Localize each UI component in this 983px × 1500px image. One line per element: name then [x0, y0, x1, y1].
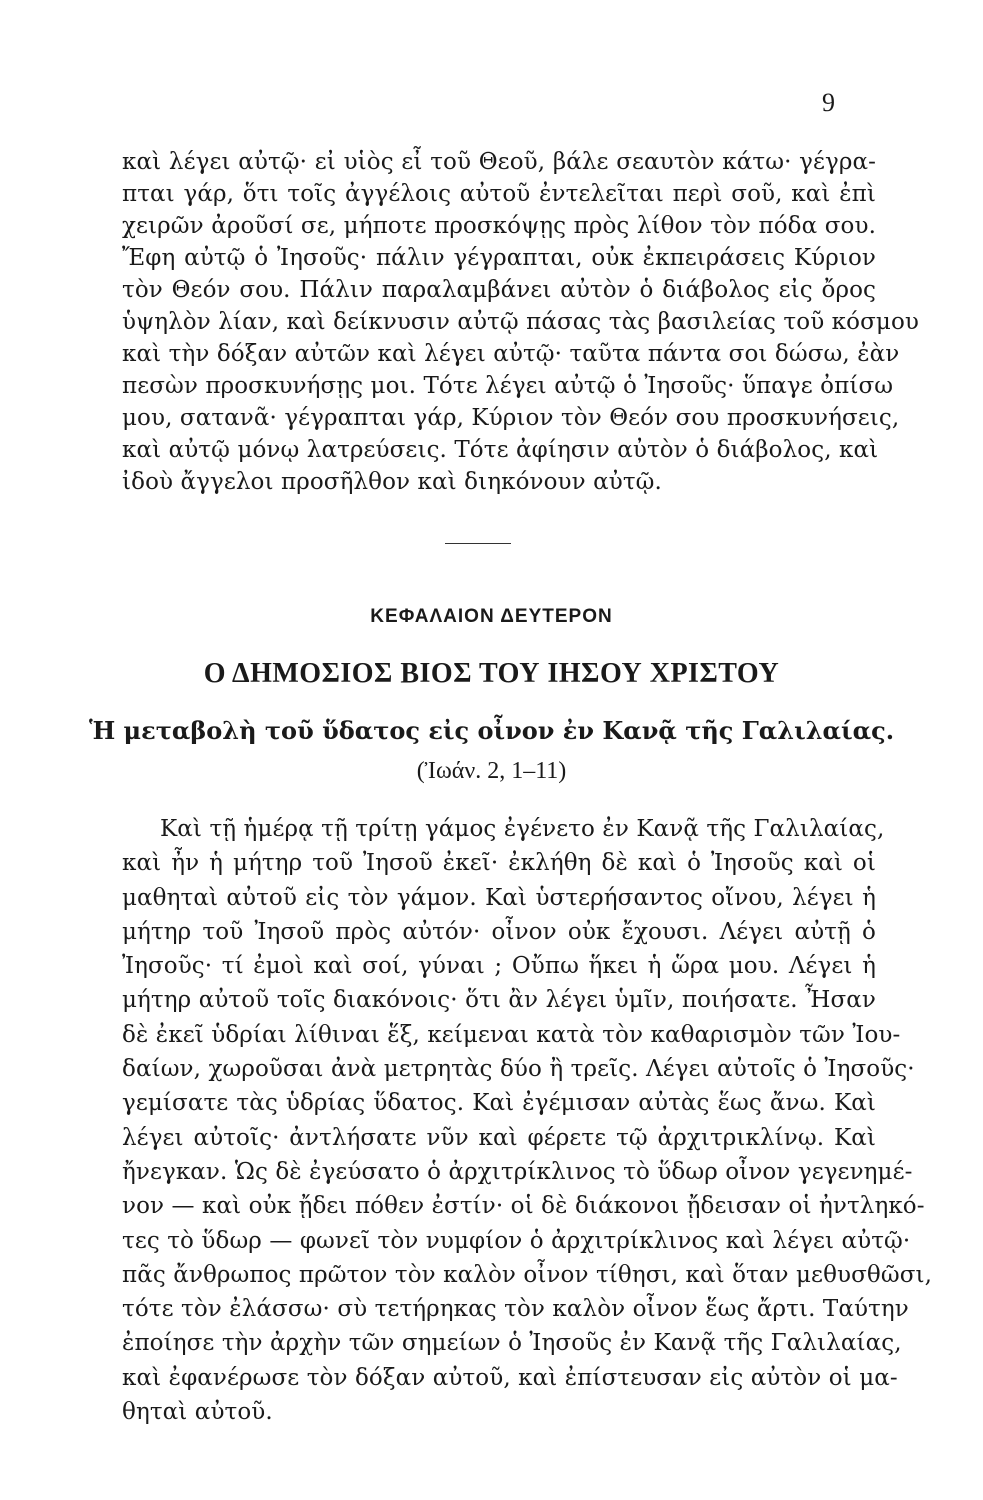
text-line: γεμίσατε τὰς ὑδρίας ὕδατος. Καὶ ἐγέμισαν αὐτὰς ἕως ἄνω. Καὶ — [122, 1090, 876, 1117]
text-line: μήτηρ αὐτοῦ τοῖς διακόνοις· ὅτι ἂν λέγει ὑμῖν, ποιήσατε. Ἦσαν — [122, 987, 876, 1014]
section-reference: (Ἰωάν. 2, 1–11) — [416, 758, 567, 784]
text-line: δὲ ἐκεῖ ὑδρίαι λίθιναι ἕξ, κείμεναι κατὰ τὸν καθαρισμὸν τῶν Ἰου- — [122, 1021, 901, 1048]
text-line: καὶ τὴν δόξαν αὐτῶν καὶ λέγει αὐτῷ· ταῦτα πάντα σοι δώσω, ἐὰν — [122, 341, 900, 367]
text-line: Ἔφη αὐτῷ ὁ Ἰησοῦς· πάλιν γέγραπται, οὐκ ἐκπειράσεις Κύριον — [122, 245, 876, 271]
text-line: πται γάρ, ὅτι τοῖς ἀγγέλοις αὐτοῦ ἐντελεῖται περὶ σοῦ, καὶ ἐπὶ — [122, 181, 876, 207]
section-divider — [445, 543, 511, 544]
text-line: μου, σατανᾶ· γέγραπται γάρ, Κύριον τὸν Θεόν σου προσκυνήσεις, — [122, 405, 900, 431]
text-line: τὸν Θεόν σου. Πάλιν παραλαμβάνει αὐτὸν ὁ διάβολος εἰς ὄρος — [122, 277, 876, 303]
text-line: καὶ αὐτῷ μόνῳ λατρεύσεις. Τότε ἀφίησιν αὐτὸν ὁ διάβολος, καὶ — [122, 437, 879, 463]
text-line: ὑψηλὸν λίαν, καὶ δείκνυσιν αὐτῷ πάσας τὰς βασιλείας τοῦ κόσμου — [122, 309, 919, 335]
section-title: Ἡ μεταβολὴ τοῦ ὕδατος εἰς οἶνον ἐν Κανᾷ τῆς Γαλιλαίας. — [88, 716, 895, 745]
text-line: ἤνεγκαν. Ὡς δὲ ἐγεύσατο ὁ ἀρχιτρίκλινος τὸ ὕδωρ οἶνον γεγενημέ- — [122, 1158, 913, 1185]
top-paragraph — [122, 146, 919, 498]
text-line: τότε τὸν ἐλάσσω· σὺ τετήρηκας τὸν καλὸν οἶνον ἕως ἄρτι. Ταύτην — [122, 1296, 909, 1323]
bottom-paragraph — [122, 812, 933, 1429]
text-line: ἐποίησε τὴν ἀρχὴν τῶν σημείων ὁ Ἰησοῦς ἐν Κανᾷ τῆς Γαλιλαίας, — [122, 1330, 902, 1357]
text-line: ἰδοὺ ἄγγελοι προσῆλθον καὶ διηκόνουν αὐτῷ. — [122, 469, 662, 495]
text-line: πεσὼν προσκυνήσῃς μοι. Τότε λέγει αὐτῷ ὁ Ἰησοῦς· ὕπαγε ὀπίσω — [122, 373, 894, 399]
text-line: θηταὶ αὐτοῦ. — [122, 1399, 273, 1426]
text-line: νον — καὶ οὐκ ᾔδει πόθεν ἐστίν· οἱ δὲ διάκονοι ᾔδεισαν οἱ ἠντληκό- — [122, 1193, 925, 1220]
text-line: πᾶς ἄνθρωπος πρῶτον τὸν καλὸν οἶνον τίθησι, καὶ ὅταν μεθυσθῶσι, — [122, 1261, 933, 1288]
chapter-label: ΚΕΦΑΛΑΙΟΝ ΔΕΥΤΕΡΟΝ — [370, 606, 613, 627]
text-line: Καὶ τῇ ἡμέρᾳ τῇ τρίτῃ γάμος ἐγένετο ἐν Κανᾷ τῆς Γαλιλαίας, — [160, 816, 885, 842]
text-line: λέγει αὐτοῖς· ἀντλήσατε νῦν καὶ φέρετε τῷ ἀρχιτρικλίνῳ. Καὶ — [122, 1124, 876, 1151]
chapter-title: Ο ΔΗΜΟΣΙΟΣ ΒΙΟΣ ΤΟΥ ΙΗΣΟΥ ΧΡΙΣΤΟΥ — [203, 658, 780, 689]
text-line: μήτηρ τοῦ Ἰησοῦ πρὸς αὐτόν· οἶνον οὐκ ἔχουσι. Λέγει αὐτῇ ὁ — [122, 918, 876, 945]
text-line: καὶ ἦν ἡ μήτηρ τοῦ Ἰησοῦ ἐκεῖ· ἐκλήθη δὲ καὶ ὁ Ἰησοῦς καὶ οἱ — [122, 850, 876, 877]
text-line: καὶ ἐφανέρωσε τὸν δόξαν αὐτοῦ, καὶ ἐπίστευσαν εἰς αὐτὸν οἱ μα- — [122, 1364, 898, 1391]
text-line: χειρῶν ἀροῦσί σε, μήποτε προσκόψῃς πρὸς λίθον τὸν πόδα σου. — [122, 213, 876, 239]
text-line: μαθηταὶ αὐτοῦ εἰς τὸν γάμον. Καὶ ὑστερήσαντος οἴνου, λέγει ἡ — [122, 884, 876, 911]
text-line: καὶ λέγει αὐτῷ· εἰ υἱὸς εἶ τοῦ Θεοῦ, βάλε σεαυτὸν κάτω· γέγρα- — [122, 149, 876, 175]
page-number: 9 — [822, 88, 835, 117]
text-line: δαίων, χωροῦσαι ἀνὰ μετρητὰς δύο ἢ τρεῖς. Λέγει αὐτοῖς ὁ Ἰησοῦς· — [122, 1056, 915, 1083]
text-line: τες τὸ ὕδωρ — φωνεῖ τὸν νυμφίον ὁ ἀρχιτρίκλινος καὶ λέγει αὐτῷ· — [122, 1227, 911, 1254]
text-line: Ἰησοῦς· τί ἐμοὶ καὶ σοί, γύναι ; Οὔπω ἥκει ἡ ὥρα μου. Λέγει ἡ — [122, 953, 876, 980]
